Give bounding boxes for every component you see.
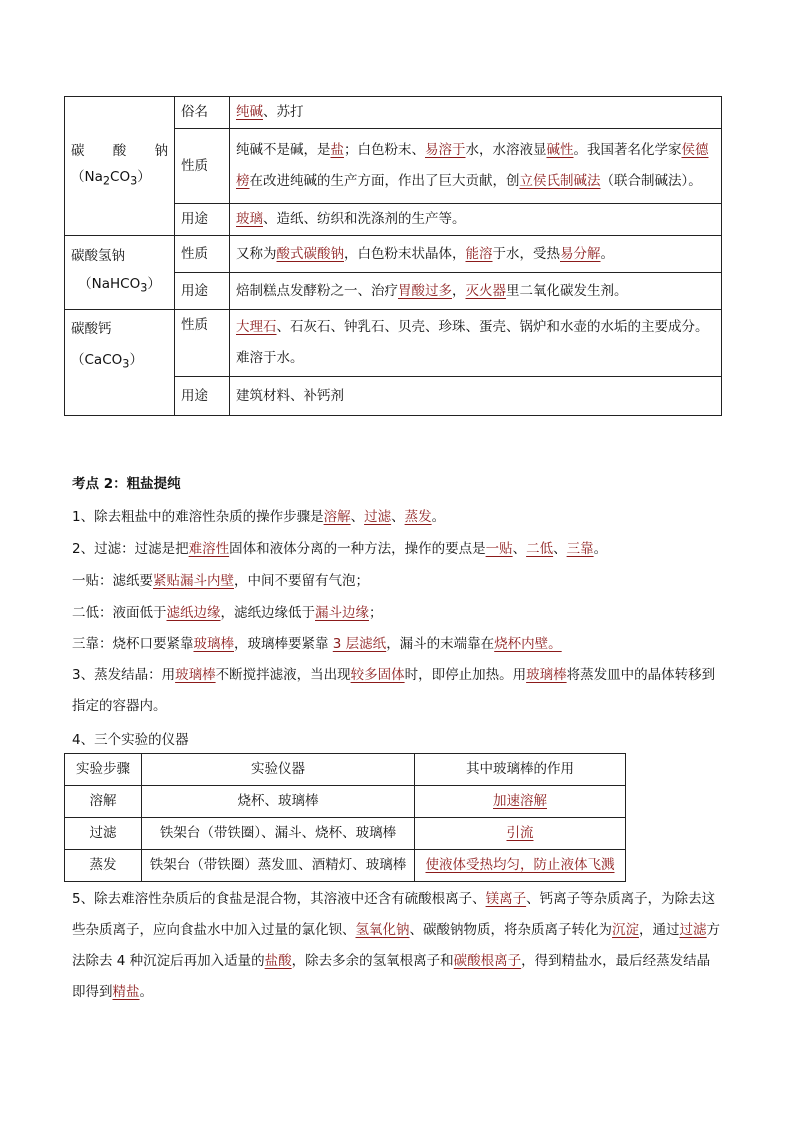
table-header-row [65, 754, 626, 786]
instrument-cell: 铁架台（带铁圈）、漏斗、烧杯、玻璃棒 [142, 818, 415, 850]
table-row [65, 818, 626, 850]
calcium-carbonate-use: 建筑材料、补钙剂 [230, 377, 722, 416]
paragraph-4: 二低：液面低于滤纸边缘，滤纸边缘低于漏斗边缘； [72, 605, 383, 621]
table-row [65, 850, 626, 882]
alias-label: 俗名 [175, 97, 230, 129]
property-label: 性质 [175, 236, 230, 273]
sodium-carbonate-name-cell [65, 97, 175, 236]
step-cell: 过滤 [65, 818, 142, 850]
section-title: 考点 2：粗盐提纯 [72, 476, 181, 492]
header-instruments: 实验仪器 [142, 754, 415, 786]
instrument-cell: 铁架台（带铁圈）蒸发皿、酒精灯、玻璃棒 [142, 850, 415, 882]
sodium-bicarbonate-use: 焙制糕点发酵粉之一、治疗胃酸过多，灭火器里二氧化碳发生剂。 [230, 273, 722, 310]
paragraph-5: 三靠：烧杯口要紧靠玻璃棒，玻璃棒要紧靠 3 层滤纸，漏斗的末端靠在烧杯内壁。 [72, 636, 562, 652]
sodium-bicarbonate-formula: （NaHCO$_3$） [78, 276, 161, 295]
calcium-carbonate-property: 大理石、石灰石、钟乳石、贝壳、珍珠、蛋壳、锅炉和水壶的水垢的主要成分。难溶于水。 [230, 310, 722, 377]
role-cell: 使液体受热均匀，防止液体飞溅 [415, 850, 626, 882]
header-role: 其中玻璃棒的作用 [415, 754, 626, 786]
property-label: 性质 [175, 310, 230, 377]
role-cell: 加速溶解 [415, 786, 626, 818]
calcium-carbonate-name-cell [65, 310, 175, 416]
instrument-table [64, 753, 626, 882]
table-row [65, 786, 626, 818]
use-label: 用途 [175, 204, 230, 236]
paragraph-3: 一贴：滤纸要紧贴漏斗内壁，中间不要留有气泡； [72, 573, 369, 589]
paragraph-1: 1、除去粗盐中的难溶性杂质的操作步骤是溶解、过滤、蒸发。 [72, 509, 446, 525]
paragraph-8: 5、除去难溶性杂质后的食盐是混合物，其溶液中还含有硫酸根离子、镁离子、钙离子等杂质离子，为除去这些杂质离子，应向食盐水中加入过量的氯化钡、氢氧化钠、碳酸钠物质，将杂质离子转化为沉淀，通过过滤方法除去 4 种沉淀后再加入适量的盐酸，除去多余的氢氧根离子和碳酸根离子，得到精盐水，最后经蒸发结晶即得到精盐。 [72, 891, 720, 1000]
step-cell: 蒸发 [65, 850, 142, 882]
sodium-carbonate-name: 碳 酸 钠 [71, 142, 168, 159]
paragraph-7: 4、三个实验的仪器 [72, 732, 189, 748]
paragraph-2: 2、过滤：过滤是把难溶性固体和液体分离的一种方法，操作的要点是一贴、二低、三靠。 [72, 541, 608, 557]
carbonate-table [64, 96, 722, 416]
calcium-carbonate-name: 碳酸钙（CaCO$_3$） [71, 321, 143, 371]
sodium-bicarbonate-name: 碳酸氢钠 [71, 248, 125, 265]
sodium-bicarbonate-name-cell [65, 236, 175, 310]
sodium-bicarbonate-property: 又称为酸式碳酸钠，白色粉末状晶体，能溶于水，受热易分解。 [230, 236, 722, 273]
instrument-cell: 烧杯、玻璃棒 [142, 786, 415, 818]
use-label: 用途 [175, 377, 230, 416]
sodium-carbonate-use: 玻璃、造纸、纺织和洗涤剂的生产等。 [230, 204, 722, 236]
alias-value: 纯碱、苏打 [230, 97, 722, 129]
sodium-carbonate-property: 纯碱不是碱，是盐；白色粉末、易溶于水，水溶液显碱性。我国著名化学家侯德榜在改进纯碱的生产方面，作出了巨大贡献，创立侯氏制碱法（联合制碱法）。 [230, 129, 722, 204]
property-label: 性质 [175, 129, 230, 204]
paragraph-6: 3、蒸发结晶：用玻璃棒不断搅拌滤液，当出现较多固体时，即停止加热。用玻璃棒将蒸发皿中的晶体转移到指定的容器内。 [72, 667, 716, 714]
use-label: 用途 [175, 273, 230, 310]
role-cell: 引流 [415, 818, 626, 850]
sodium-carbonate-formula: $(Na_2CO_3)$ [71, 168, 151, 188]
step-cell: 溶解 [65, 786, 142, 818]
header-step: 实验步骤 [65, 754, 142, 786]
